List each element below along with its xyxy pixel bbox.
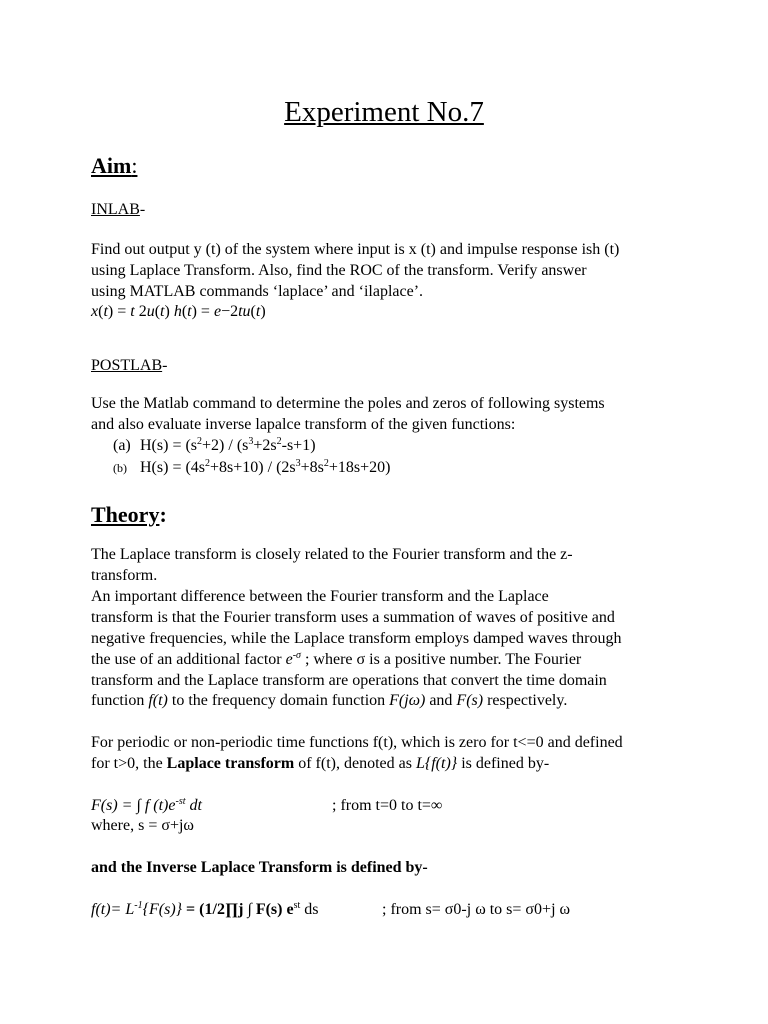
laplace-where: where, s = σ+jω xyxy=(91,817,194,834)
inlab-line: using MATLAB commands ‘laplace’ and ‘ilaplace’. xyxy=(91,283,424,300)
theory-line: transform is that the Fourier transform uses a summation of waves of positive and xyxy=(91,609,615,626)
inlab-label: INLAB- xyxy=(91,201,146,218)
inlab-line: using Laplace Transform. Also, find the ROC of the transform. Verify answer xyxy=(91,262,587,279)
postlab-line: and also evaluate inverse lapalce transform of the given functions: xyxy=(91,416,516,433)
theory-line: For periodic or non-periodic time functions f(t), which is zero for t<=0 and defined xyxy=(91,734,623,751)
postlab-line: Use the Matlab command to determine the poles and zeros of following systems xyxy=(91,395,605,412)
inverse-equation: $f(t)= L^{-1}\{F(s)\}$ = (1/2∏j ∫ F(s) $e^{st}$ ds xyxy=(91,900,319,918)
laplace-range: ; from t=0 to t=∞ xyxy=(332,797,443,814)
inverse-intro: and the Inverse Laplace Transform is defined by- xyxy=(91,859,428,876)
postlab-item-a: (a) $H(s) = (s^2+2) / (s^3+2s^2-s+1)$ xyxy=(113,436,316,454)
theory-line: for t>0, the Laplace transform of f(t), denoted as L{f(t)} is defined by- xyxy=(91,755,550,772)
aim-heading: Aim: xyxy=(91,153,138,178)
page-title: Experiment No.7 xyxy=(284,96,484,128)
inlab-line: Find out output y (t) of the system where input is x (t) and impulse response ish (t) xyxy=(91,241,620,258)
inverse-range: ; from s= σ0-j ω to s= σ0+j ω xyxy=(382,901,571,918)
theory-line: transform and the Laplace transform are operations that convert the time domain xyxy=(91,672,607,689)
postlab-label: POSTLAB- xyxy=(91,357,168,374)
inlab-equation: x(t) = t 2u(t) h(t) = e−2tu(t) xyxy=(91,303,266,320)
theory-line: The Laplace transform is closely related to the Fourier transform and the z- xyxy=(91,546,573,563)
theory-line: the use of an additional factor $e^{-\sigma}$ ; where σ is a positive number. The Fourier xyxy=(91,650,582,668)
laplace-equation: F(s) = ∫ f $(t)e^{-st}$ dt xyxy=(91,796,202,814)
theory-line: function f(t) to the frequency domain function F(jω) and F(s) respectively. xyxy=(91,692,568,709)
theory-line: negative frequencies, while the Laplace transform employs damped waves through xyxy=(91,630,622,647)
postlab-item-b: (b) $H(s) = (4s^2+8s+10) / (2s^3+8s^2+18s+20)$ xyxy=(113,458,391,476)
theory-line: An important difference between the Fourier transform and the Laplace xyxy=(91,588,549,605)
theory-line: transform. xyxy=(91,567,158,584)
theory-heading: Theory: xyxy=(91,502,167,527)
